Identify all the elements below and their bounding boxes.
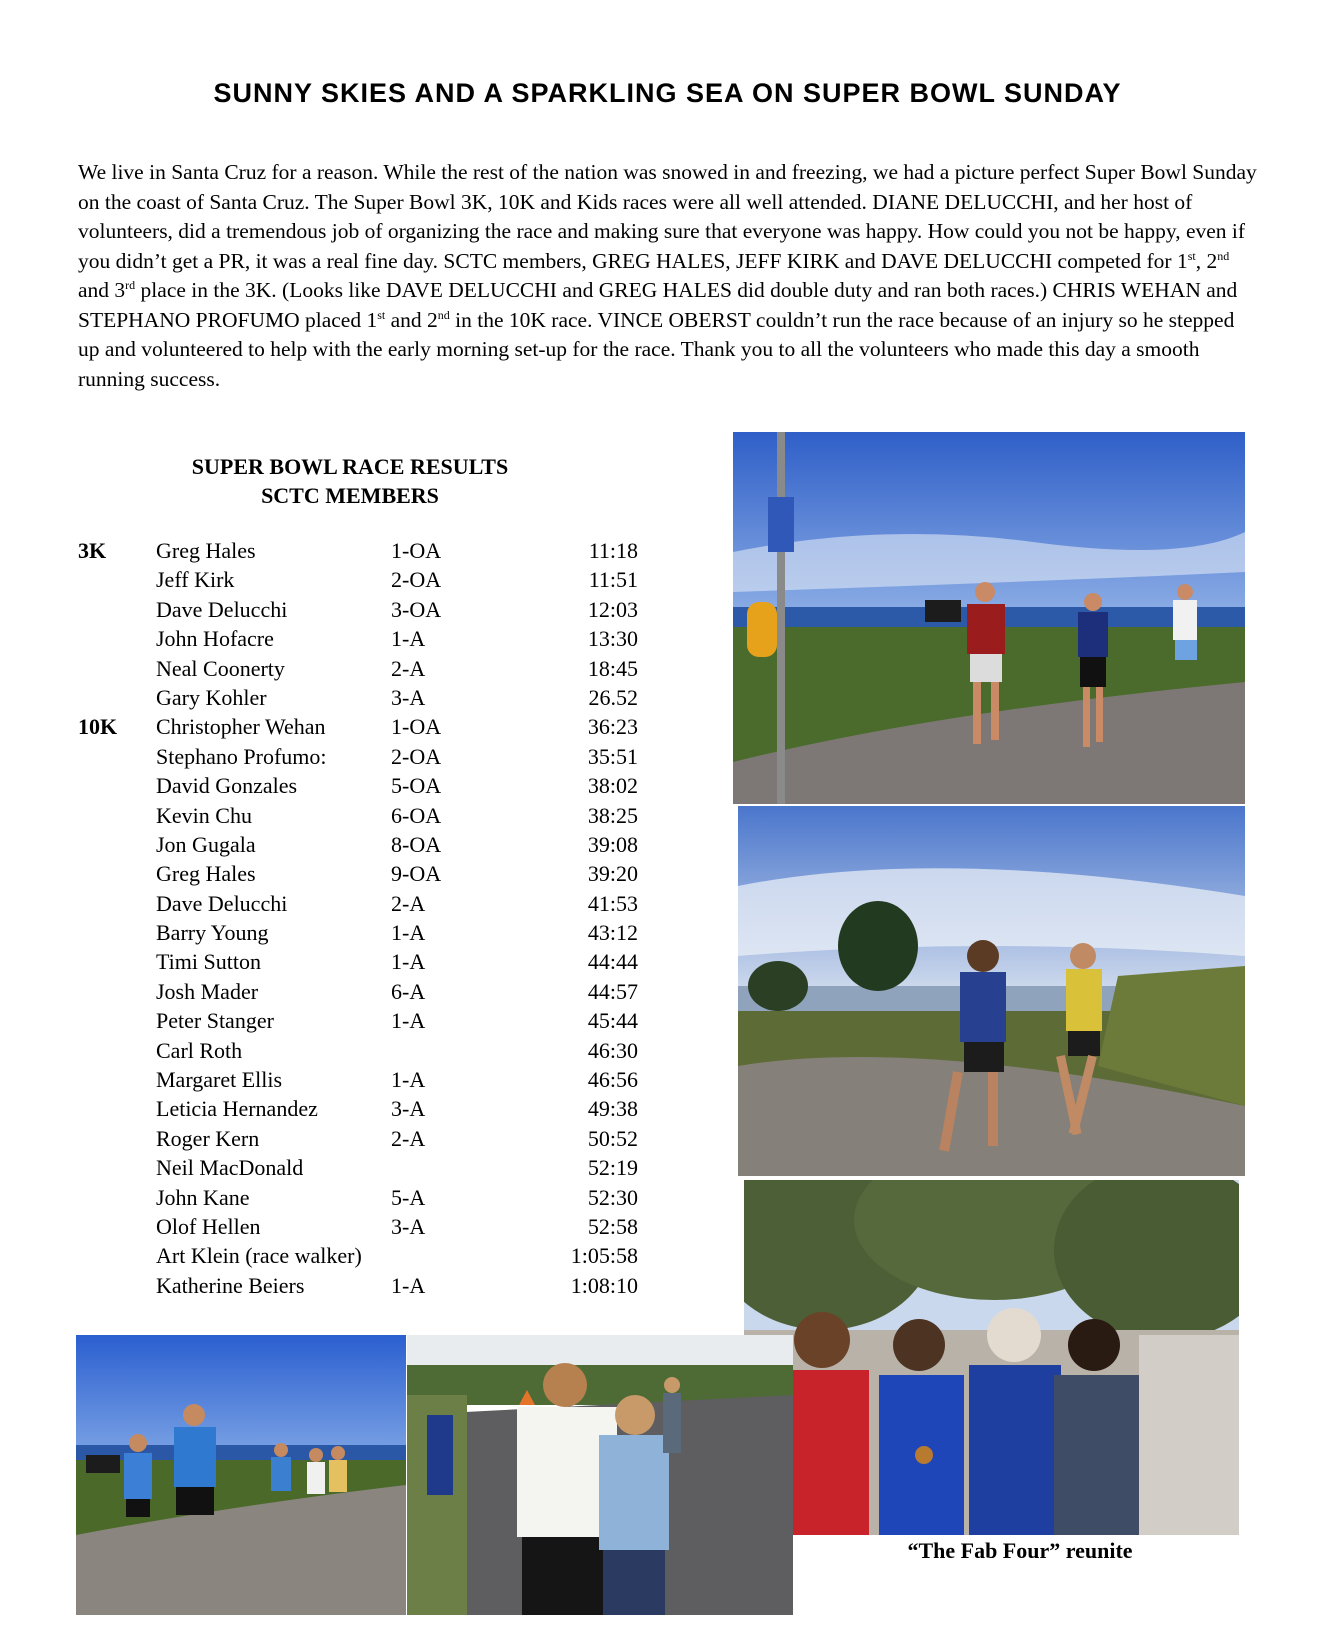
runner-place: 1-A <box>391 1272 426 1298</box>
result-row <box>78 773 638 802</box>
result-row <box>78 744 638 773</box>
result-row <box>78 1273 638 1302</box>
runner-time: 1:05:58 <box>570 1243 638 1269</box>
runner-time: 38:25 <box>587 802 638 828</box>
result-row <box>78 1214 638 1243</box>
runner-time: 39:20 <box>587 861 638 887</box>
runner-time: 46:56 <box>587 1067 638 1093</box>
runner-time: 52:58 <box>587 1213 638 1239</box>
runner-place: 1-A <box>391 920 426 946</box>
result-row <box>78 1096 638 1125</box>
runner-name: Jeff Kirk <box>156 567 235 593</box>
runner-time: 44:57 <box>587 978 638 1004</box>
runner-place: 6-OA <box>391 802 442 828</box>
runner-time: 11:51 <box>588 567 638 593</box>
headline: SUNNY SKIES AND A SPARKLING SEA ON SUPER BOWL SUNDAY <box>213 78 1122 108</box>
result-row <box>78 891 638 920</box>
runner-time: 18:45 <box>587 655 638 681</box>
runner-name: John Hofacre <box>156 626 274 652</box>
result-row <box>78 1038 638 1067</box>
runner-name: Stephano Profumo: <box>156 743 327 769</box>
runner-name: Gary Kohler <box>156 684 267 710</box>
runner-name: John Kane <box>156 1184 250 1210</box>
runner-place: 2-OA <box>391 567 442 593</box>
runner-name: Timi Sutton <box>156 949 261 975</box>
runner-name: Peter Stanger <box>156 1008 274 1034</box>
runner-place: 5-A <box>391 1184 426 1210</box>
result-row <box>78 920 638 949</box>
photo-two-runners <box>738 806 1245 1176</box>
result-row <box>78 832 638 861</box>
runner-place: 1-OA <box>391 538 442 563</box>
runner-place: 1-OA <box>391 714 442 740</box>
runner-name: Neil MacDonald <box>156 1155 304 1181</box>
runner-place: 3-OA <box>391 596 442 622</box>
runner-time: 45:44 <box>587 1008 638 1034</box>
runner-name: Barry Young <box>156 920 269 946</box>
runner-name: Dave Delucchi <box>156 890 288 916</box>
runner-name: Kevin Chu <box>156 802 252 828</box>
result-row <box>78 626 638 655</box>
result-row <box>78 1155 638 1184</box>
runner-time: 52:30 <box>587 1184 638 1210</box>
photo-caption: “The Fab Four” reunite <box>907 1538 1133 1563</box>
result-row <box>78 803 638 832</box>
runner-time: 44:44 <box>587 949 638 975</box>
runner-name: Neal Coonerty <box>156 655 285 681</box>
runner-place: 3-A <box>391 1096 426 1122</box>
runner-time: 52:19 <box>587 1155 638 1181</box>
runner-name: Olof Hellen <box>156 1213 261 1239</box>
runner-place: 5-OA <box>391 773 442 799</box>
runner-name: Roger Kern <box>156 1125 260 1151</box>
runner-time: 38:02 <box>587 773 638 799</box>
results-title: SUPER BOWL RACE RESULTS SCTC MEMBERS <box>191 454 509 508</box>
runner-place: 1-A <box>391 949 426 975</box>
runner-time: 26.52 <box>588 684 638 710</box>
runner-place: 9-OA <box>391 861 442 887</box>
runner-time: 39:08 <box>587 831 638 857</box>
result-row <box>78 656 638 685</box>
race-label: 10K <box>78 714 118 740</box>
runner-time: 36:23 <box>587 714 638 740</box>
runner-time: 41:53 <box>587 890 638 916</box>
result-row <box>78 714 638 743</box>
race-label: 3K <box>78 538 107 563</box>
runner-place: 2-A <box>391 655 426 681</box>
result-row <box>78 597 638 626</box>
result-row <box>78 1008 638 1037</box>
result-row <box>78 567 638 596</box>
runner-name: Jon Gugala <box>156 831 256 857</box>
photo-runners-group <box>76 1335 406 1615</box>
runner-time: 11:18 <box>588 538 638 563</box>
runner-time: 50:52 <box>587 1125 638 1151</box>
runner-place: 6-A <box>391 978 426 1004</box>
runner-time: 46:30 <box>587 1037 638 1063</box>
runner-place: 2-A <box>391 890 426 916</box>
runner-name: Christopher Wehan <box>156 714 326 740</box>
runner-place: 3-A <box>391 1213 426 1239</box>
runner-place: 1-A <box>391 1067 426 1093</box>
runner-place: 8-OA <box>391 831 442 857</box>
runner-time: 12:03 <box>587 596 638 622</box>
photo-kids-runners <box>407 1335 793 1615</box>
runner-time: 13:30 <box>587 626 638 652</box>
runner-name: Josh Mader <box>156 978 259 1004</box>
runner-name: Katherine Beiers <box>156 1272 305 1298</box>
runner-place: 2-A <box>391 1125 426 1151</box>
runner-place: 1-A <box>391 626 426 652</box>
result-row <box>78 949 638 978</box>
photo-fab-four <box>744 1180 1239 1535</box>
result-row <box>78 685 638 714</box>
runner-name: Carl Roth <box>156 1037 243 1063</box>
runner-place: 3-A <box>391 684 426 710</box>
runner-name: Art Klein (race walker) <box>156 1243 362 1269</box>
result-row <box>78 1067 638 1096</box>
result-row <box>78 1243 638 1272</box>
runner-time: 49:38 <box>587 1096 638 1122</box>
runner-name: Greg Hales <box>156 861 256 887</box>
runner-name: David Gonzales <box>156 773 298 799</box>
results-table <box>78 538 638 1302</box>
result-row <box>78 979 638 1008</box>
intro-paragraph: We live in Santa Cruz for a reason. While the rest of the nation was snowed in and freezing, we had a picture perfect Super Bowl Sunday on the coast of Santa Cruz. The Super Bowl 3K, 10K and Kids races were all well attended. DIANE DELUCCHI, and her host of volunteers, did a tremendous job of organizing the race and making sure that everyone was happy. How could you not be happy, even if you didn’t get a PR, it was a real fine day. SCTC members, GREG HALES, JEFF KIRK and DAVE DELUCCHI competed for 1st, 2nd and 3rd place in the 3K. (Looks like DAVE DELUCCHI and GREG HALES did double duty and ran both races.) CHRIS WEHAN and STEPHANO PROFUMO placed 1st and 2nd in the 10K race. VINCE OBERST couldn’t run the race because of an injury so he stepped up and volunteered to help with the early morning set-up for the race. Thank you to all the volunteers who made this day a smooth running success. <box>78 160 1257 391</box>
result-row <box>78 861 638 890</box>
photo-runners-coast <box>733 432 1245 804</box>
result-row <box>78 1185 638 1214</box>
runner-place: 2-OA <box>391 743 442 769</box>
runner-name: Greg Hales <box>156 538 256 563</box>
result-row <box>78 538 638 567</box>
runner-time: 1:08:10 <box>570 1272 638 1298</box>
runner-name: Dave Delucchi <box>156 596 288 622</box>
runner-time: 43:12 <box>587 920 638 946</box>
result-row <box>78 1126 638 1155</box>
runner-place: 1-A <box>391 1008 426 1034</box>
runner-name: Leticia Hernandez <box>156 1096 318 1122</box>
runner-time: 35:51 <box>587 743 638 769</box>
runner-name: Margaret Ellis <box>156 1067 283 1093</box>
